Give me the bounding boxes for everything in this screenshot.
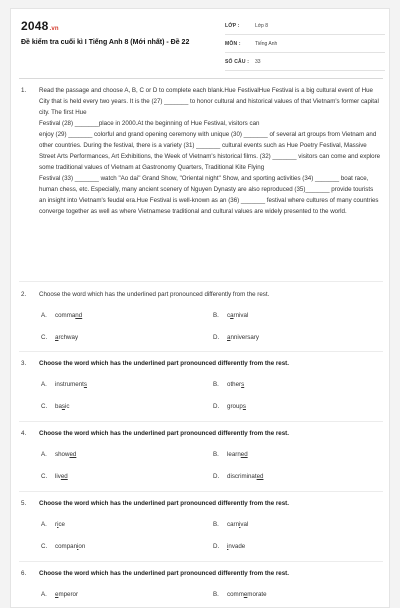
reading-passage: Read the passage and choose A, B, C or D to complete each blank.Hue FestivalHue Festival is a big cultural event of Hue City that is held every two years. It is the (27) _______ to honor cultural and historical values of that Vietnam's former capital city. The first Hue Festival (28) _______place in 2000.At the beginning of Hue Festival, visitors can enjoy (29) _______ colorful and grand opening ceremony with unique (30) _______ of several art groups from Vietnam and other countries. During the festival, there is a variety (31) _______ cultural events such as Hue Poetry Festival, Massive Street Arts Performances, Art Exhibitions, the Week of Vietnam's historical films. (32) _______ visitors can come and explore some traditional values of Vietnam at Gastronomy Quarters, Traditional Kite Flying Festival (33) _______ watch "Ao dai" Grand Show, "Oriental night" Show, and sporting activities (34) _______ boat race, human chess, etc. Especially, many ancient scenery of Nguyen Dynasty are also reproduced (35)_______ provide tourists an insight into Vietnam's feudal era.Hue Festival is well-known as an (36) _______ festival where cultures of many countries converge together as well as where Vietnamese traditional and cultural values are widely presented to the world. bbox=[39, 87, 381, 215]
question-1 bbox=[19, 85, 381, 217]
meta-key: SỐ CÂU : bbox=[225, 58, 250, 65]
option-text: morate bbox=[247, 591, 267, 598]
option-a[interactable] bbox=[41, 591, 78, 598]
option-a[interactable] bbox=[41, 381, 87, 388]
exam-meta-table bbox=[225, 17, 385, 71]
option-text: nniversary bbox=[230, 334, 259, 341]
question-separator bbox=[19, 561, 383, 562]
option-b[interactable] bbox=[213, 312, 248, 319]
option-label: A. bbox=[41, 521, 47, 528]
site-logo[interactable] bbox=[21, 19, 59, 33]
option-text: ce bbox=[58, 521, 65, 528]
question-separator bbox=[19, 491, 383, 492]
option-text: learn bbox=[227, 451, 241, 458]
option-label: A. bbox=[41, 451, 47, 458]
underlined-part: e bbox=[243, 591, 248, 598]
meta-row-subject bbox=[225, 35, 385, 53]
option-d[interactable] bbox=[213, 473, 263, 480]
option-label: D. bbox=[213, 403, 220, 410]
option-text: nvade bbox=[228, 543, 246, 550]
option-label: C. bbox=[41, 543, 48, 550]
option-text: val bbox=[240, 521, 249, 528]
underlined-part: i bbox=[57, 521, 59, 528]
option-label: B. bbox=[213, 451, 219, 458]
question-5 bbox=[19, 498, 381, 509]
option-text: show bbox=[55, 451, 70, 458]
underlined-part: nd bbox=[75, 312, 83, 319]
meta-value: Tiếng Anh bbox=[255, 40, 278, 47]
option-label: C. bbox=[41, 334, 48, 341]
logo-suffix: .vn bbox=[49, 26, 59, 32]
option-label: C. bbox=[41, 473, 48, 480]
option-text: comm bbox=[227, 591, 244, 598]
header-divider bbox=[19, 78, 383, 79]
logo-text: 2048 bbox=[21, 19, 49, 33]
question-2 bbox=[19, 289, 381, 300]
exam-page bbox=[10, 8, 390, 608]
meta-value: 33 bbox=[255, 58, 261, 65]
question-text: Choose the word which has the underlined part pronounced differently from the rest. bbox=[39, 430, 289, 437]
question-3 bbox=[19, 358, 381, 369]
option-text: liv bbox=[55, 473, 61, 480]
question-number: 4. bbox=[21, 430, 27, 437]
underlined-part: i bbox=[239, 521, 241, 528]
option-text: other bbox=[227, 381, 242, 388]
option-label: B. bbox=[213, 591, 219, 598]
underlined-part: a bbox=[227, 334, 231, 341]
underlined-part: s bbox=[242, 403, 246, 410]
underlined-part: ed bbox=[256, 473, 264, 480]
question-number: 1. bbox=[21, 87, 27, 94]
question-4 bbox=[19, 428, 381, 439]
meta-row-count bbox=[225, 53, 385, 71]
question-6 bbox=[19, 568, 381, 579]
option-b[interactable] bbox=[213, 451, 248, 458]
option-text: comma bbox=[55, 312, 76, 319]
option-label: B. bbox=[213, 521, 219, 528]
meta-key: MÔN : bbox=[225, 40, 241, 47]
underlined-part: e bbox=[55, 591, 59, 598]
question-text: Choose the word which has the underlined part pronounced differently from the rest. bbox=[39, 570, 289, 577]
option-text: group bbox=[227, 403, 243, 410]
underlined-part: i bbox=[77, 543, 79, 550]
option-text: r bbox=[55, 521, 58, 528]
option-text: rchway bbox=[58, 334, 79, 341]
question-text: Choose the word which has the underlined part pronounced differently from the rest. bbox=[39, 291, 270, 298]
meta-row-class bbox=[225, 17, 385, 35]
underlined-part: ed bbox=[60, 473, 68, 480]
option-label: C. bbox=[41, 403, 48, 410]
option-text: mperor bbox=[58, 591, 79, 598]
question-number: 2. bbox=[21, 291, 27, 298]
underlined-part: ed bbox=[240, 451, 248, 458]
option-d[interactable] bbox=[213, 543, 245, 550]
question-separator bbox=[19, 281, 383, 282]
option-b[interactable] bbox=[213, 591, 267, 598]
exam-title: Đề kiểm tra cuối kì I Tiếng Anh 8 (Mới nhất) - Đề 22 bbox=[21, 39, 190, 46]
option-label: D. bbox=[213, 543, 220, 550]
option-label: A. bbox=[41, 381, 47, 388]
option-label: B. bbox=[213, 381, 219, 388]
option-c[interactable] bbox=[41, 334, 78, 341]
underlined-part: i bbox=[227, 543, 229, 550]
option-text: ba bbox=[55, 403, 62, 410]
option-c[interactable] bbox=[41, 403, 69, 410]
option-text: ic bbox=[64, 403, 70, 410]
meta-value: Lớp 8 bbox=[255, 22, 269, 29]
option-a[interactable] bbox=[41, 312, 82, 319]
option-a[interactable] bbox=[41, 521, 65, 528]
underlined-part: a bbox=[55, 334, 59, 341]
question-separator bbox=[19, 421, 383, 422]
question-separator bbox=[19, 351, 383, 352]
option-label: B. bbox=[213, 312, 219, 319]
option-a[interactable] bbox=[41, 451, 76, 458]
option-d[interactable] bbox=[213, 334, 259, 341]
meta-key: LỚP : bbox=[225, 22, 240, 29]
underlined-part: s bbox=[61, 403, 65, 410]
question-number: 5. bbox=[21, 500, 27, 507]
option-text: compan bbox=[55, 543, 78, 550]
option-text: c bbox=[227, 312, 231, 319]
option-c[interactable] bbox=[41, 473, 68, 480]
option-b[interactable] bbox=[213, 381, 244, 388]
question-number: 3. bbox=[21, 360, 27, 367]
option-text: instrument bbox=[55, 381, 84, 388]
underlined-part: ed bbox=[69, 451, 77, 458]
option-c[interactable] bbox=[41, 543, 85, 550]
underlined-part: s bbox=[241, 381, 245, 388]
page-header bbox=[11, 9, 391, 79]
option-label: A. bbox=[41, 591, 47, 598]
underlined-part: a bbox=[230, 312, 234, 319]
option-label: D. bbox=[213, 334, 220, 341]
option-b[interactable] bbox=[213, 521, 248, 528]
option-text: rnival bbox=[233, 312, 249, 319]
question-number: 6. bbox=[21, 570, 27, 577]
underlined-part: s bbox=[83, 381, 87, 388]
option-text: on bbox=[78, 543, 86, 550]
option-text: discriminat bbox=[227, 473, 257, 480]
option-label: D. bbox=[213, 473, 220, 480]
option-d[interactable] bbox=[213, 403, 246, 410]
option-text: carn bbox=[227, 521, 240, 528]
question-text: Choose the word which has the underlined part pronounced differently from the rest. bbox=[39, 500, 289, 507]
question-text: Choose the word which has the underlined part pronounced differently from the rest. bbox=[39, 360, 289, 367]
option-label: A. bbox=[41, 312, 47, 319]
